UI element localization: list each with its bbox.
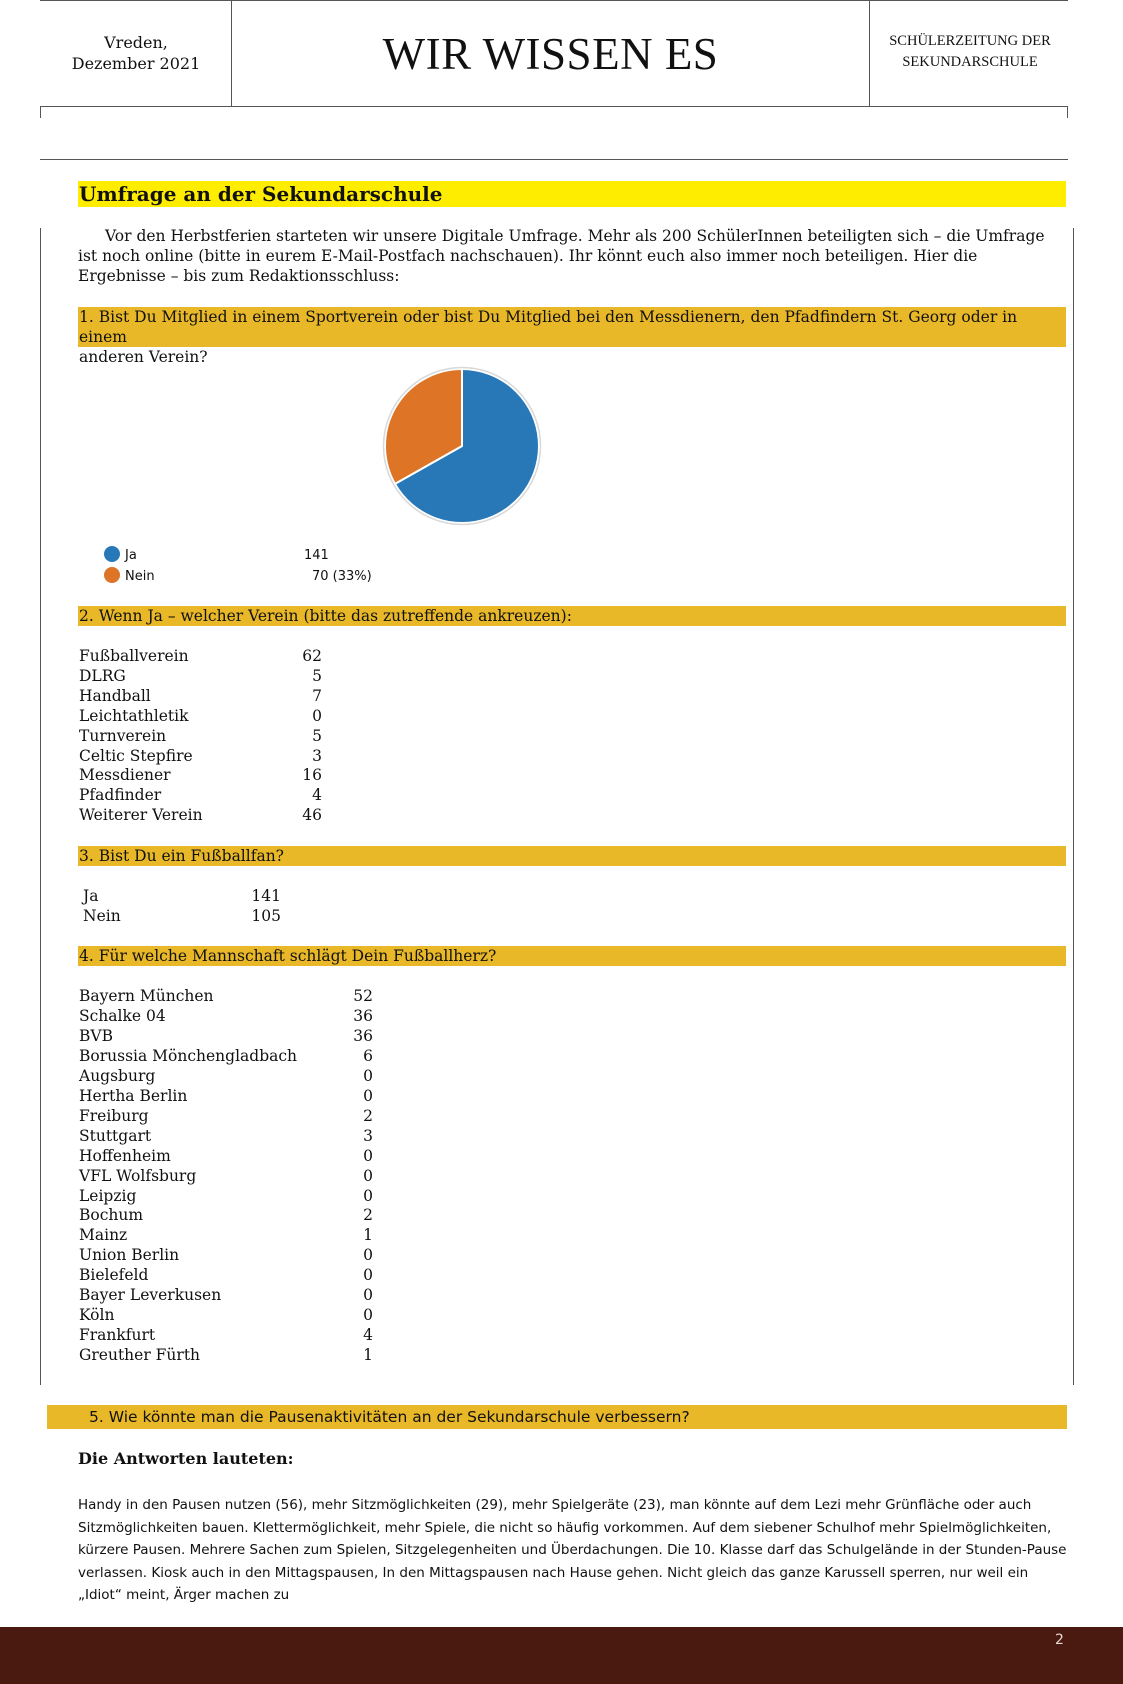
legend-nein-swatch	[104, 567, 120, 583]
question-4-text: 4. Für welche Mannschaft schlägt Dein Fußballherz?	[79, 947, 497, 965]
legend-nein-label: Nein	[125, 569, 155, 584]
question-4-bar	[78, 946, 1066, 966]
team-row-label: Freiburg	[79, 1106, 149, 1125]
team-row-value: 0	[363, 1286, 373, 1305]
header-date: Dezember 2021	[71, 54, 201, 73]
section-top-rule	[40, 159, 1068, 160]
header-top-rule	[40, 0, 1068, 1]
team-row-value: 0	[363, 1306, 373, 1325]
team-row-value: 0	[363, 1246, 373, 1265]
team-row-value: 0	[363, 1166, 373, 1185]
team-row-label: Bayer Leverkusen	[79, 1286, 222, 1305]
header-tick-right	[1067, 106, 1068, 118]
team-row-label: Hoffenheim	[79, 1146, 171, 1165]
question-2-text: 2. Wenn Ja – welcher Verein (bitte das zutreffende ankreuzen):	[79, 607, 572, 625]
club-row-value: 4	[312, 786, 322, 805]
team-row-label: Bochum	[79, 1206, 144, 1225]
club-row-value: 5	[312, 666, 322, 685]
header-tick-left	[40, 106, 41, 118]
team-row-value: 2	[363, 1106, 373, 1125]
fan-row-label: Nein	[83, 906, 121, 925]
header-dateline	[42, 32, 230, 74]
team-row-label: VFL Wolfsburg	[79, 1166, 197, 1185]
question-3-bar	[78, 846, 1066, 866]
club-row-value: 62	[302, 647, 322, 665]
legend-nein-value: 70 (33%)	[312, 569, 372, 584]
intro-paragraph	[78, 226, 1066, 286]
team-row-value: 3	[363, 1126, 373, 1145]
newspaper-title: WIR WISSEN ES	[382, 29, 719, 79]
intro-text: Vor den Herbstferien starteten wir unsere Digitale Umfrage. Mehr als 200 SchülerInnen beteiligten sich – die Umfrage ist noch online (bitte in eurem E-Mail-Postfach nachschauen). Ihr könnt euch also immer noch beteiligen. Hier die Ergebnisse – bis zum Redaktionsschluss:	[78, 227, 1045, 285]
page-number: 2	[1055, 1632, 1064, 1648]
club-row-label: Weiterer Verein	[79, 806, 203, 825]
team-row-label: Frankfurt	[79, 1326, 156, 1345]
team-row-label: Bayern München	[79, 987, 214, 1005]
team-row-label: Mainz	[79, 1226, 128, 1245]
team-row-value: 0	[363, 1066, 373, 1085]
team-row-value: 36	[353, 1006, 373, 1025]
fan-row-value: 105	[251, 906, 281, 925]
club-row-value: 46	[302, 806, 322, 825]
team-row-label: Stuttgart	[79, 1126, 152, 1145]
club-row-value: 0	[312, 706, 322, 725]
club-row-label: Leichtathletik	[79, 706, 189, 725]
club-row-value: 5	[312, 726, 322, 745]
team-row-value: 0	[363, 1186, 373, 1205]
club-row-label: DLRG	[79, 666, 126, 685]
question-1-pie-chart	[380, 362, 550, 532]
team-row-label: Augsburg	[79, 1066, 156, 1085]
tagline-line-2: SEKUNDARSCHULE	[902, 54, 1038, 70]
answers-heading: Die Antworten lauteten:	[78, 1449, 294, 1468]
club-row-value: 7	[312, 686, 322, 705]
team-row-label: Borussia Mönchengladbach	[79, 1046, 298, 1065]
club-row-label: Handball	[79, 686, 151, 705]
fan-row-value: 141	[251, 887, 281, 905]
team-row-label: Schalke 04	[79, 1006, 166, 1025]
club-row-label: Fußballverein	[79, 647, 189, 665]
header-location: Vreden,	[104, 33, 168, 52]
question-1-bar	[78, 307, 1066, 366]
section-title: Umfrage an der Sekundarschule	[79, 182, 443, 206]
team-row-label: Köln	[79, 1306, 115, 1325]
answers-text: Handy in den Pausen nutzen (56), mehr Sitzmöglichkeiten (29), mehr Spielgeräte (23), man könnte auf dem Lezi mehr Grünfläche oder auch Sitzmöglichkeiten bauen. Klettermöglichkeit, mehr Spiele, die nicht so häufig vorkommen. Auf dem siebener Schulhof mehr Spielmöglichkeiten, kürzere Pausen. Mehrere Sachen zum Spielen, Sitzgelegenheiten und Überdachungen. Die 10. Klasse darf das Schulgelände in der Stunden-Pause verlassen. Kiosk auch in den Mittagspausen, In den Mittagspausen nach Hause gehen. Nicht gleich das ganze Karussell sperren, nur weil ein „Idiot“ meint, Ärger machen zu	[78, 1497, 1067, 1603]
team-row-value: 2	[363, 1206, 373, 1225]
legend-ja-swatch	[104, 546, 120, 562]
club-row-label: Turnverein	[79, 726, 167, 745]
team-row-value: 0	[363, 1086, 373, 1105]
team-row-value: 52	[353, 987, 373, 1005]
team-row-label: Hertha Berlin	[79, 1086, 188, 1105]
question-2-bar	[78, 606, 1066, 626]
team-row-value: 0	[363, 1266, 373, 1285]
team-row-label: BVB	[79, 1026, 113, 1045]
club-row-label: Pfadfinder	[79, 786, 162, 805]
team-row-label: Union Berlin	[79, 1246, 180, 1265]
team-row-value: 36	[353, 1026, 373, 1045]
fan-row-label: Ja	[83, 887, 99, 905]
team-row-value: 0	[363, 1146, 373, 1165]
legend-ja-label: Ja	[125, 548, 137, 563]
question-3-text: 3. Bist Du ein Fußballfan?	[79, 847, 284, 865]
question-5-text: 5. Wie könnte man die Pausenaktivitäten an der Sekundarschule verbessern?	[89, 1408, 690, 1426]
team-row-value: 6	[363, 1046, 373, 1065]
club-row-label: Messdiener	[79, 766, 171, 785]
content-right-rule	[1073, 228, 1074, 1385]
team-row-value: 1	[363, 1226, 373, 1245]
header-bottom-rule	[40, 106, 1068, 107]
question-5-bar	[47, 1405, 1067, 1429]
question-1-line-2: anderen Verein?	[79, 348, 208, 366]
club-row-value: 3	[312, 746, 322, 765]
page-footer	[0, 1627, 1123, 1684]
club-row-value: 16	[302, 766, 322, 785]
team-row-label: Bielefeld	[79, 1266, 149, 1285]
team-row-value: 4	[363, 1326, 373, 1345]
team-row-label: Leipzig	[79, 1186, 137, 1205]
header-tagline	[870, 31, 1070, 73]
legend-ja-value: 141	[304, 548, 329, 563]
team-row-value: 1	[363, 1346, 373, 1365]
team-row-label: Greuther Fürth	[79, 1346, 201, 1365]
section-title-bar	[78, 181, 1066, 207]
content-left-rule	[40, 228, 41, 1385]
club-row-label: Celtic Stepfire	[79, 746, 193, 765]
tagline-line-1: SCHÜLERZEITUNG DER	[889, 33, 1051, 49]
question-1-line-1: 1. Bist Du Mitglied in einem Sportverein oder bist Du Mitglied bei den Messdienern, den Pfadfindern St. Georg oder in einem	[79, 308, 1018, 346]
